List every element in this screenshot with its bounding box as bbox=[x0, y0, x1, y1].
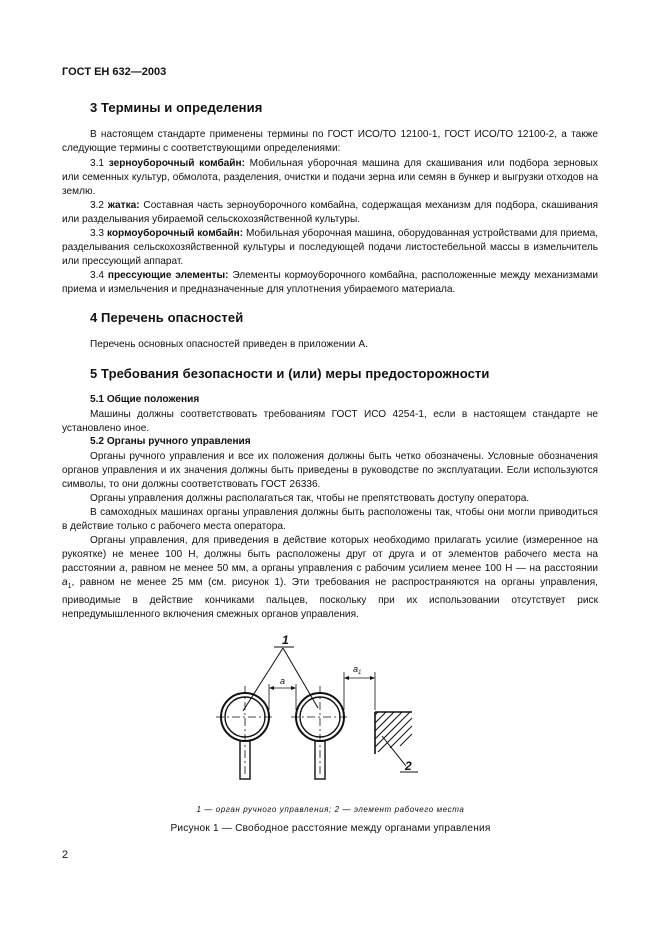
term-3-1-definition: Мобильная уборочная машина для скашивания или подбора зерновых или семенных культур, обмолота, разделения, очистки и подачи зерна или семян в бункер и выгрузки отходов на землю. bbox=[62, 158, 598, 197]
subsection-5-2-title: 5.2 Органы ручного управления bbox=[90, 436, 251, 447]
term-3-3 bbox=[62, 227, 598, 269]
paragraph-5-2-3: В самоходных машинах органы управления должны быть расположены так, чтобы они могли приводиться в действие только с рабочего места оператора. bbox=[62, 507, 598, 532]
term-3-4-number: 3.4 bbox=[90, 270, 108, 281]
term-3-3-definition: Мобильная уборочная машина, оборудованная устройствами для приема, разделывания сельскохозяйственной культуры и последующей подачи листостебельной массы в измельчитель или прессующий аппарат. bbox=[62, 228, 598, 267]
dimension-a1 bbox=[344, 664, 375, 710]
term-3-2-name: жатка: bbox=[107, 200, 140, 211]
figure-label-2: 2 bbox=[405, 759, 412, 773]
section-3-intro: В настоящем стандарте применены термины по ГОСТ ИСО/ТО 12100-1, ГОСТ ИСО/ТО 12100-2, а также следующие термины с соответствующими определениями: bbox=[62, 129, 598, 154]
figure-label-1: 1 bbox=[282, 633, 289, 647]
term-3-4-name: прессующие элементы: bbox=[107, 270, 229, 281]
subsection-5-1-title: 5.1 Общие положения bbox=[90, 394, 200, 405]
p4-part-3: , равном не менее 25 мм (см. рисунок 1). Эти требования не распространяются на органы управления, приводимые в действие кончиками пальцев, поскольку при их использовании отсутствует риск непредумышленного включения смежных органов управления. bbox=[62, 577, 598, 621]
dimension-a bbox=[269, 676, 296, 710]
term-3-4-definition: Элементы кормоуборочного комбайна, расположенные между механизмами приема и измельчения и предназначенные для уплотнения убираемого материала. bbox=[62, 270, 599, 295]
p4-part-2: , равном не менее 50 мм, а органы управления с рабочим усилием менее 100 Н — на расстоянии bbox=[124, 563, 598, 574]
leader-line-2 bbox=[382, 736, 406, 766]
term-3-1 bbox=[62, 157, 598, 199]
section-4-title: 4 Перечень опасностей bbox=[90, 310, 244, 325]
page-number: 2 bbox=[62, 849, 69, 861]
symbol-a1-subscript: 1 bbox=[67, 583, 72, 591]
symbol-a1: a bbox=[62, 577, 68, 588]
section-5-title: 5 Требования безопасности и (или) меры предосторожности bbox=[90, 366, 490, 381]
control-right bbox=[291, 686, 349, 779]
term-3-1-name: зерноуборочный комбайн: bbox=[108, 158, 245, 169]
symbol-a: a bbox=[119, 563, 125, 574]
figure-key: 1 — орган ручного управления; 2 — элемент рабочего места bbox=[196, 805, 465, 814]
term-3-3-name: кормоуборочный комбайн: bbox=[106, 228, 244, 239]
control-left bbox=[216, 686, 274, 779]
figure-caption: Рисунок 1 — Свободное расстояние между органами управления bbox=[170, 823, 491, 834]
paragraph-5-2-2: Органы управления должны располагаться так, чтобы не препятствовать доступу оператора. bbox=[90, 493, 530, 504]
term-3-2 bbox=[62, 199, 598, 227]
term-3-1-number: 3.1 bbox=[90, 158, 109, 169]
term-3-2-number: 3.2 bbox=[90, 200, 108, 211]
workplace-element bbox=[375, 712, 412, 754]
term-3-2-definition: Составная часть зерноуборочного комбайна, содержащая механизм для подбора, скашивания или разделывания убираемой сельскохозяйственной культуры. bbox=[62, 200, 598, 225]
term-3-4 bbox=[62, 269, 598, 297]
section-4-text: Перечень основных опасностей приведен в приложении А. bbox=[90, 339, 368, 350]
term-3-3-number: 3.3 bbox=[90, 228, 107, 239]
section-3-title: 3 Термины и определения bbox=[90, 100, 263, 115]
dimension-a-label: a bbox=[280, 676, 286, 686]
figure-1-drawing bbox=[200, 628, 440, 788]
dimension-a1-label: $a_1$ bbox=[353, 664, 362, 676]
p4-part-1: Органы управления, для приведения в действие которых необходимо прилагать усилие (измеренное на рукоятке) не менее 100 Н, должны быть расположены друг от друга и от элементов рабочего места на расстоянии bbox=[62, 535, 598, 574]
document-id: ГОСТ ЕН 632—2003 bbox=[62, 66, 167, 78]
subsection-5-1-text: Машины должны соответствовать требованиям ГОСТ ИСО 4254-1, если в настоящем стандарте не установлено иное. bbox=[62, 409, 598, 434]
paragraph-5-2-4 bbox=[62, 534, 598, 622]
paragraph-5-2-1: Органы ручного управления и все их положения должны быть четко обозначены. Условные обозначения органов управления и их значения должны быть приведены в руководстве по эксплуатации. Если используются символы, то они должны соответствовать ГОСТ 26336. bbox=[62, 451, 598, 490]
